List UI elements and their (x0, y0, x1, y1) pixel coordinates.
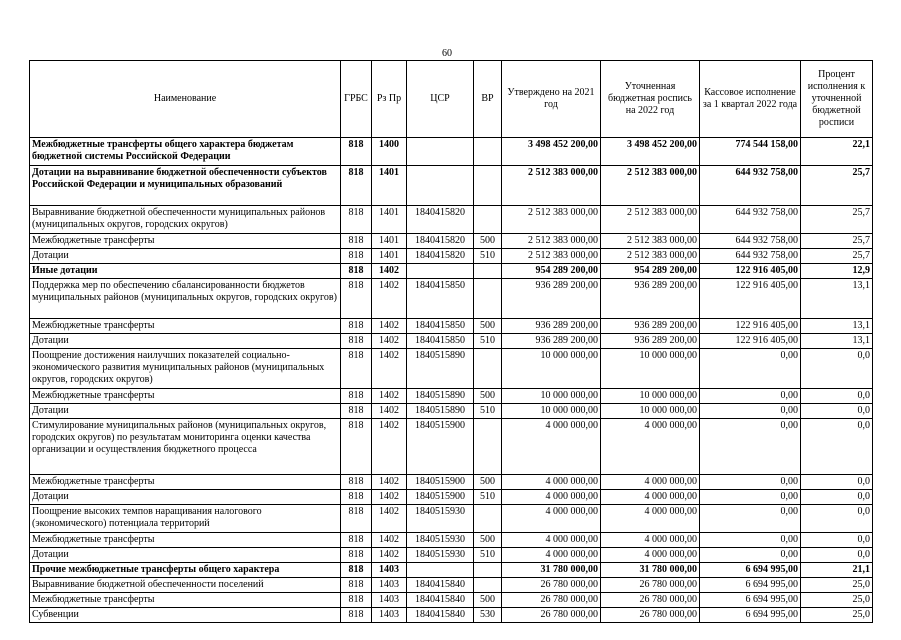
cell-rzpr: 1402 (372, 419, 407, 475)
cell-grbs: 818 (341, 475, 372, 490)
cell-percent: 0,0 (801, 505, 873, 533)
cell-csr: 1840515930 (407, 505, 474, 533)
cell-percent: 13,1 (801, 279, 873, 319)
cell-vr: 500 (474, 319, 502, 334)
cell-name: Межбюджетные трансферты (30, 234, 341, 249)
cell-csr: 1840415840 (407, 593, 474, 608)
cell-percent: 25,7 (801, 249, 873, 264)
cell-name: Субвенции (30, 608, 341, 623)
cell-cash: 644 932 758,00 (700, 249, 801, 264)
cell-cash: 0,00 (700, 533, 801, 548)
table-row (30, 138, 873, 166)
cell-cash: 0,00 (700, 548, 801, 563)
header-rzpr: Рз Пр (372, 61, 407, 138)
cell-approved: 2 512 383 000,00 (502, 234, 601, 249)
cell-percent: 0,0 (801, 419, 873, 475)
cell-cash: 6 694 995,00 (700, 593, 801, 608)
table-row (30, 389, 873, 404)
cell-refined: 4 000 000,00 (601, 548, 700, 563)
cell-approved: 10 000 000,00 (502, 404, 601, 419)
cell-refined: 936 289 200,00 (601, 319, 700, 334)
cell-name: Выравнивание бюджетной обеспеченности поселений (30, 578, 341, 593)
cell-rzpr: 1402 (372, 505, 407, 533)
cell-name: Иные дотации (30, 264, 341, 279)
cell-rzpr: 1401 (372, 166, 407, 206)
cell-refined: 4 000 000,00 (601, 419, 700, 475)
cell-grbs: 818 (341, 389, 372, 404)
cell-rzpr: 1402 (372, 279, 407, 319)
cell-csr (407, 264, 474, 279)
cell-name: Дотации на выравнивание бюджетной обеспеченности субъектов Российской Федерации и муниципальных образований (30, 166, 341, 206)
cell-refined: 4 000 000,00 (601, 490, 700, 505)
cell-percent: 0,0 (801, 349, 873, 389)
cell-grbs: 818 (341, 548, 372, 563)
table-row (30, 349, 873, 389)
cell-name: Стимулирование муниципальных районов (муниципальных округов, городских округов) по результатам мониторинга оценки качества организации и осуществления бюджетного процесса (30, 419, 341, 475)
table-row (30, 334, 873, 349)
cell-cash: 122 916 405,00 (700, 279, 801, 319)
cell-rzpr: 1403 (372, 578, 407, 593)
cell-grbs: 818 (341, 563, 372, 578)
cell-name: Дотации (30, 490, 341, 505)
cell-approved: 26 780 000,00 (502, 608, 601, 623)
cell-approved: 4 000 000,00 (502, 490, 601, 505)
cell-vr (474, 419, 502, 475)
cell-approved: 4 000 000,00 (502, 548, 601, 563)
cell-rzpr: 1401 (372, 249, 407, 264)
cell-vr: 500 (474, 389, 502, 404)
cell-refined: 10 000 000,00 (601, 389, 700, 404)
cell-percent: 25,7 (801, 234, 873, 249)
cell-name: Межбюджетные трансферты (30, 593, 341, 608)
cell-csr: 1840415820 (407, 234, 474, 249)
cell-percent: 0,0 (801, 389, 873, 404)
cell-cash: 0,00 (700, 349, 801, 389)
cell-refined: 936 289 200,00 (601, 279, 700, 319)
cell-name: Межбюджетные трансферты (30, 533, 341, 548)
cell-vr (474, 578, 502, 593)
cell-refined: 2 512 383 000,00 (601, 206, 700, 234)
cell-name: Поддержка мер по обеспечению сбалансированности бюджетов муниципальных районов (муниципальных округов, городских округов) (30, 279, 341, 319)
cell-cash: 6 694 995,00 (700, 578, 801, 593)
table-row (30, 533, 873, 548)
cell-vr (474, 563, 502, 578)
cell-approved: 4 000 000,00 (502, 419, 601, 475)
cell-vr (474, 138, 502, 166)
cell-name: Поощрение достижения наилучших показателей социально-экономического развития муниципальных районов (муниципальных округов, городских округов) (30, 349, 341, 389)
cell-refined: 2 512 383 000,00 (601, 249, 700, 264)
table-row (30, 578, 873, 593)
cell-refined: 10 000 000,00 (601, 404, 700, 419)
cell-percent: 22,1 (801, 138, 873, 166)
cell-rzpr: 1402 (372, 334, 407, 349)
cell-percent: 0,0 (801, 490, 873, 505)
cell-refined: 4 000 000,00 (601, 505, 700, 533)
budget-execution-table (29, 60, 873, 623)
cell-cash: 774 544 158,00 (700, 138, 801, 166)
cell-percent: 25,0 (801, 593, 873, 608)
cell-name: Дотации (30, 249, 341, 264)
cell-refined: 2 512 383 000,00 (601, 166, 700, 206)
cell-name: Дотации (30, 548, 341, 563)
cell-csr: 1840515930 (407, 548, 474, 563)
cell-refined: 954 289 200,00 (601, 264, 700, 279)
cell-csr: 1840515900 (407, 490, 474, 505)
cell-approved: 4 000 000,00 (502, 505, 601, 533)
cell-approved: 4 000 000,00 (502, 533, 601, 548)
cell-grbs: 818 (341, 404, 372, 419)
table-body (30, 138, 873, 623)
table-row (30, 593, 873, 608)
cell-vr: 530 (474, 608, 502, 623)
cell-cash: 122 916 405,00 (700, 319, 801, 334)
cell-percent: 25,0 (801, 608, 873, 623)
cell-percent: 0,0 (801, 548, 873, 563)
cell-percent: 12,9 (801, 264, 873, 279)
header-cash: Кассовое исполнение за 1 квартал 2022 года (700, 61, 801, 138)
cell-csr: 1840415840 (407, 608, 474, 623)
cell-cash: 644 932 758,00 (700, 206, 801, 234)
table-row (30, 608, 873, 623)
cell-cash: 0,00 (700, 404, 801, 419)
header-vr: ВР (474, 61, 502, 138)
cell-name: Прочие межбюджетные трансферты общего характера (30, 563, 341, 578)
table-row (30, 404, 873, 419)
table-row (30, 548, 873, 563)
cell-grbs: 818 (341, 319, 372, 334)
cell-vr: 510 (474, 334, 502, 349)
header-approved: Утверждено на 2021 год (502, 61, 601, 138)
cell-grbs: 818 (341, 206, 372, 234)
cell-approved: 2 512 383 000,00 (502, 206, 601, 234)
table-row (30, 319, 873, 334)
cell-vr (474, 264, 502, 279)
table-row (30, 419, 873, 475)
table-row (30, 234, 873, 249)
cell-refined: 936 289 200,00 (601, 334, 700, 349)
cell-name: Межбюджетные трансферты общего характера бюджетам бюджетной системы Российской Федерации (30, 138, 341, 166)
cell-percent: 0,0 (801, 533, 873, 548)
table-header (30, 61, 873, 138)
cell-csr: 1840415850 (407, 279, 474, 319)
cell-vr (474, 206, 502, 234)
cell-rzpr: 1402 (372, 475, 407, 490)
cell-cash: 122 916 405,00 (700, 334, 801, 349)
cell-cash: 0,00 (700, 505, 801, 533)
header-grbs: ГРБС (341, 61, 372, 138)
cell-vr (474, 349, 502, 389)
cell-approved: 936 289 200,00 (502, 279, 601, 319)
cell-approved: 10 000 000,00 (502, 389, 601, 404)
cell-csr: 1840515930 (407, 533, 474, 548)
cell-cash: 122 916 405,00 (700, 264, 801, 279)
cell-rzpr: 1402 (372, 533, 407, 548)
cell-rzpr: 1400 (372, 138, 407, 166)
cell-approved: 936 289 200,00 (502, 319, 601, 334)
cell-vr: 500 (474, 533, 502, 548)
cell-cash: 6 694 995,00 (700, 563, 801, 578)
cell-refined: 4 000 000,00 (601, 533, 700, 548)
cell-name: Межбюджетные трансферты (30, 319, 341, 334)
table-row (30, 249, 873, 264)
cell-approved: 10 000 000,00 (502, 349, 601, 389)
cell-cash: 0,00 (700, 419, 801, 475)
cell-vr: 510 (474, 404, 502, 419)
cell-csr (407, 563, 474, 578)
cell-grbs: 818 (341, 533, 372, 548)
page-number: 60 (442, 48, 452, 59)
cell-name: Межбюджетные трансферты (30, 389, 341, 404)
cell-grbs: 818 (341, 593, 372, 608)
cell-percent: 25,7 (801, 166, 873, 206)
header-percent: Процент исполнения к уточненной бюджетной росписи (801, 61, 873, 138)
cell-percent: 25,7 (801, 206, 873, 234)
table-row (30, 206, 873, 234)
cell-rzpr: 1402 (372, 389, 407, 404)
cell-csr: 1840415850 (407, 319, 474, 334)
cell-rzpr: 1401 (372, 234, 407, 249)
cell-rzpr: 1402 (372, 349, 407, 389)
cell-approved: 26 780 000,00 (502, 593, 601, 608)
cell-rzpr: 1403 (372, 563, 407, 578)
table-row (30, 490, 873, 505)
cell-cash: 0,00 (700, 490, 801, 505)
cell-percent: 0,0 (801, 475, 873, 490)
cell-refined: 10 000 000,00 (601, 349, 700, 389)
cell-cash: 644 932 758,00 (700, 234, 801, 249)
cell-cash: 0,00 (700, 389, 801, 404)
cell-name: Поощрение высоких темпов наращивания налогового (экономического) потенциала территорий (30, 505, 341, 533)
cell-name: Выравнивание бюджетной обеспеченности муниципальных районов (муниципальных округов, городских округов) (30, 206, 341, 234)
cell-vr: 500 (474, 593, 502, 608)
cell-rzpr: 1402 (372, 490, 407, 505)
cell-percent: 13,1 (801, 334, 873, 349)
cell-refined: 26 780 000,00 (601, 578, 700, 593)
table-row (30, 563, 873, 578)
header-refined: Уточненная бюджетная роспись на 2022 год (601, 61, 700, 138)
cell-rzpr: 1403 (372, 608, 407, 623)
cell-vr: 510 (474, 548, 502, 563)
cell-cash: 644 932 758,00 (700, 166, 801, 206)
cell-vr: 500 (474, 234, 502, 249)
cell-approved: 3 498 452 200,00 (502, 138, 601, 166)
cell-grbs: 818 (341, 279, 372, 319)
cell-csr: 1840515900 (407, 419, 474, 475)
header-name: Наименование (30, 61, 341, 138)
cell-approved: 4 000 000,00 (502, 475, 601, 490)
cell-grbs: 818 (341, 419, 372, 475)
cell-cash: 0,00 (700, 475, 801, 490)
cell-percent: 0,0 (801, 404, 873, 419)
cell-percent: 25,0 (801, 578, 873, 593)
cell-approved: 936 289 200,00 (502, 334, 601, 349)
cell-grbs: 818 (341, 234, 372, 249)
cell-refined: 26 780 000,00 (601, 593, 700, 608)
cell-rzpr: 1402 (372, 404, 407, 419)
cell-grbs: 818 (341, 505, 372, 533)
cell-grbs: 818 (341, 334, 372, 349)
cell-csr: 1840515890 (407, 349, 474, 389)
cell-rzpr: 1402 (372, 264, 407, 279)
cell-csr (407, 138, 474, 166)
cell-grbs: 818 (341, 490, 372, 505)
cell-vr: 510 (474, 490, 502, 505)
cell-csr: 1840415850 (407, 334, 474, 349)
cell-vr: 500 (474, 475, 502, 490)
cell-refined: 2 512 383 000,00 (601, 234, 700, 249)
cell-rzpr: 1402 (372, 548, 407, 563)
cell-grbs: 818 (341, 264, 372, 279)
cell-percent: 13,1 (801, 319, 873, 334)
table-row (30, 505, 873, 533)
cell-cash: 6 694 995,00 (700, 608, 801, 623)
table-row (30, 475, 873, 490)
cell-approved: 2 512 383 000,00 (502, 166, 601, 206)
cell-rzpr: 1403 (372, 593, 407, 608)
cell-grbs: 818 (341, 166, 372, 206)
cell-refined: 31 780 000,00 (601, 563, 700, 578)
header-csr: ЦСР (407, 61, 474, 138)
cell-refined: 26 780 000,00 (601, 608, 700, 623)
cell-csr: 1840515890 (407, 404, 474, 419)
cell-approved: 2 512 383 000,00 (502, 249, 601, 264)
table-row (30, 166, 873, 206)
cell-grbs: 818 (341, 349, 372, 389)
cell-refined: 4 000 000,00 (601, 475, 700, 490)
cell-csr: 1840415840 (407, 578, 474, 593)
cell-csr (407, 166, 474, 206)
cell-approved: 26 780 000,00 (502, 578, 601, 593)
cell-csr: 1840415820 (407, 249, 474, 264)
cell-name: Дотации (30, 404, 341, 419)
cell-approved: 954 289 200,00 (502, 264, 601, 279)
cell-approved: 31 780 000,00 (502, 563, 601, 578)
cell-grbs: 818 (341, 138, 372, 166)
cell-csr: 1840515900 (407, 475, 474, 490)
cell-grbs: 818 (341, 608, 372, 623)
cell-grbs: 818 (341, 249, 372, 264)
cell-csr: 1840415820 (407, 206, 474, 234)
cell-rzpr: 1402 (372, 319, 407, 334)
cell-vr (474, 166, 502, 206)
cell-vr (474, 505, 502, 533)
cell-grbs: 818 (341, 578, 372, 593)
cell-name: Межбюджетные трансферты (30, 475, 341, 490)
cell-vr: 510 (474, 249, 502, 264)
table-row (30, 264, 873, 279)
cell-csr: 1840515890 (407, 389, 474, 404)
cell-rzpr: 1401 (372, 206, 407, 234)
cell-vr (474, 279, 502, 319)
table-row (30, 279, 873, 319)
cell-percent: 21,1 (801, 563, 873, 578)
cell-refined: 3 498 452 200,00 (601, 138, 700, 166)
cell-name: Дотации (30, 334, 341, 349)
